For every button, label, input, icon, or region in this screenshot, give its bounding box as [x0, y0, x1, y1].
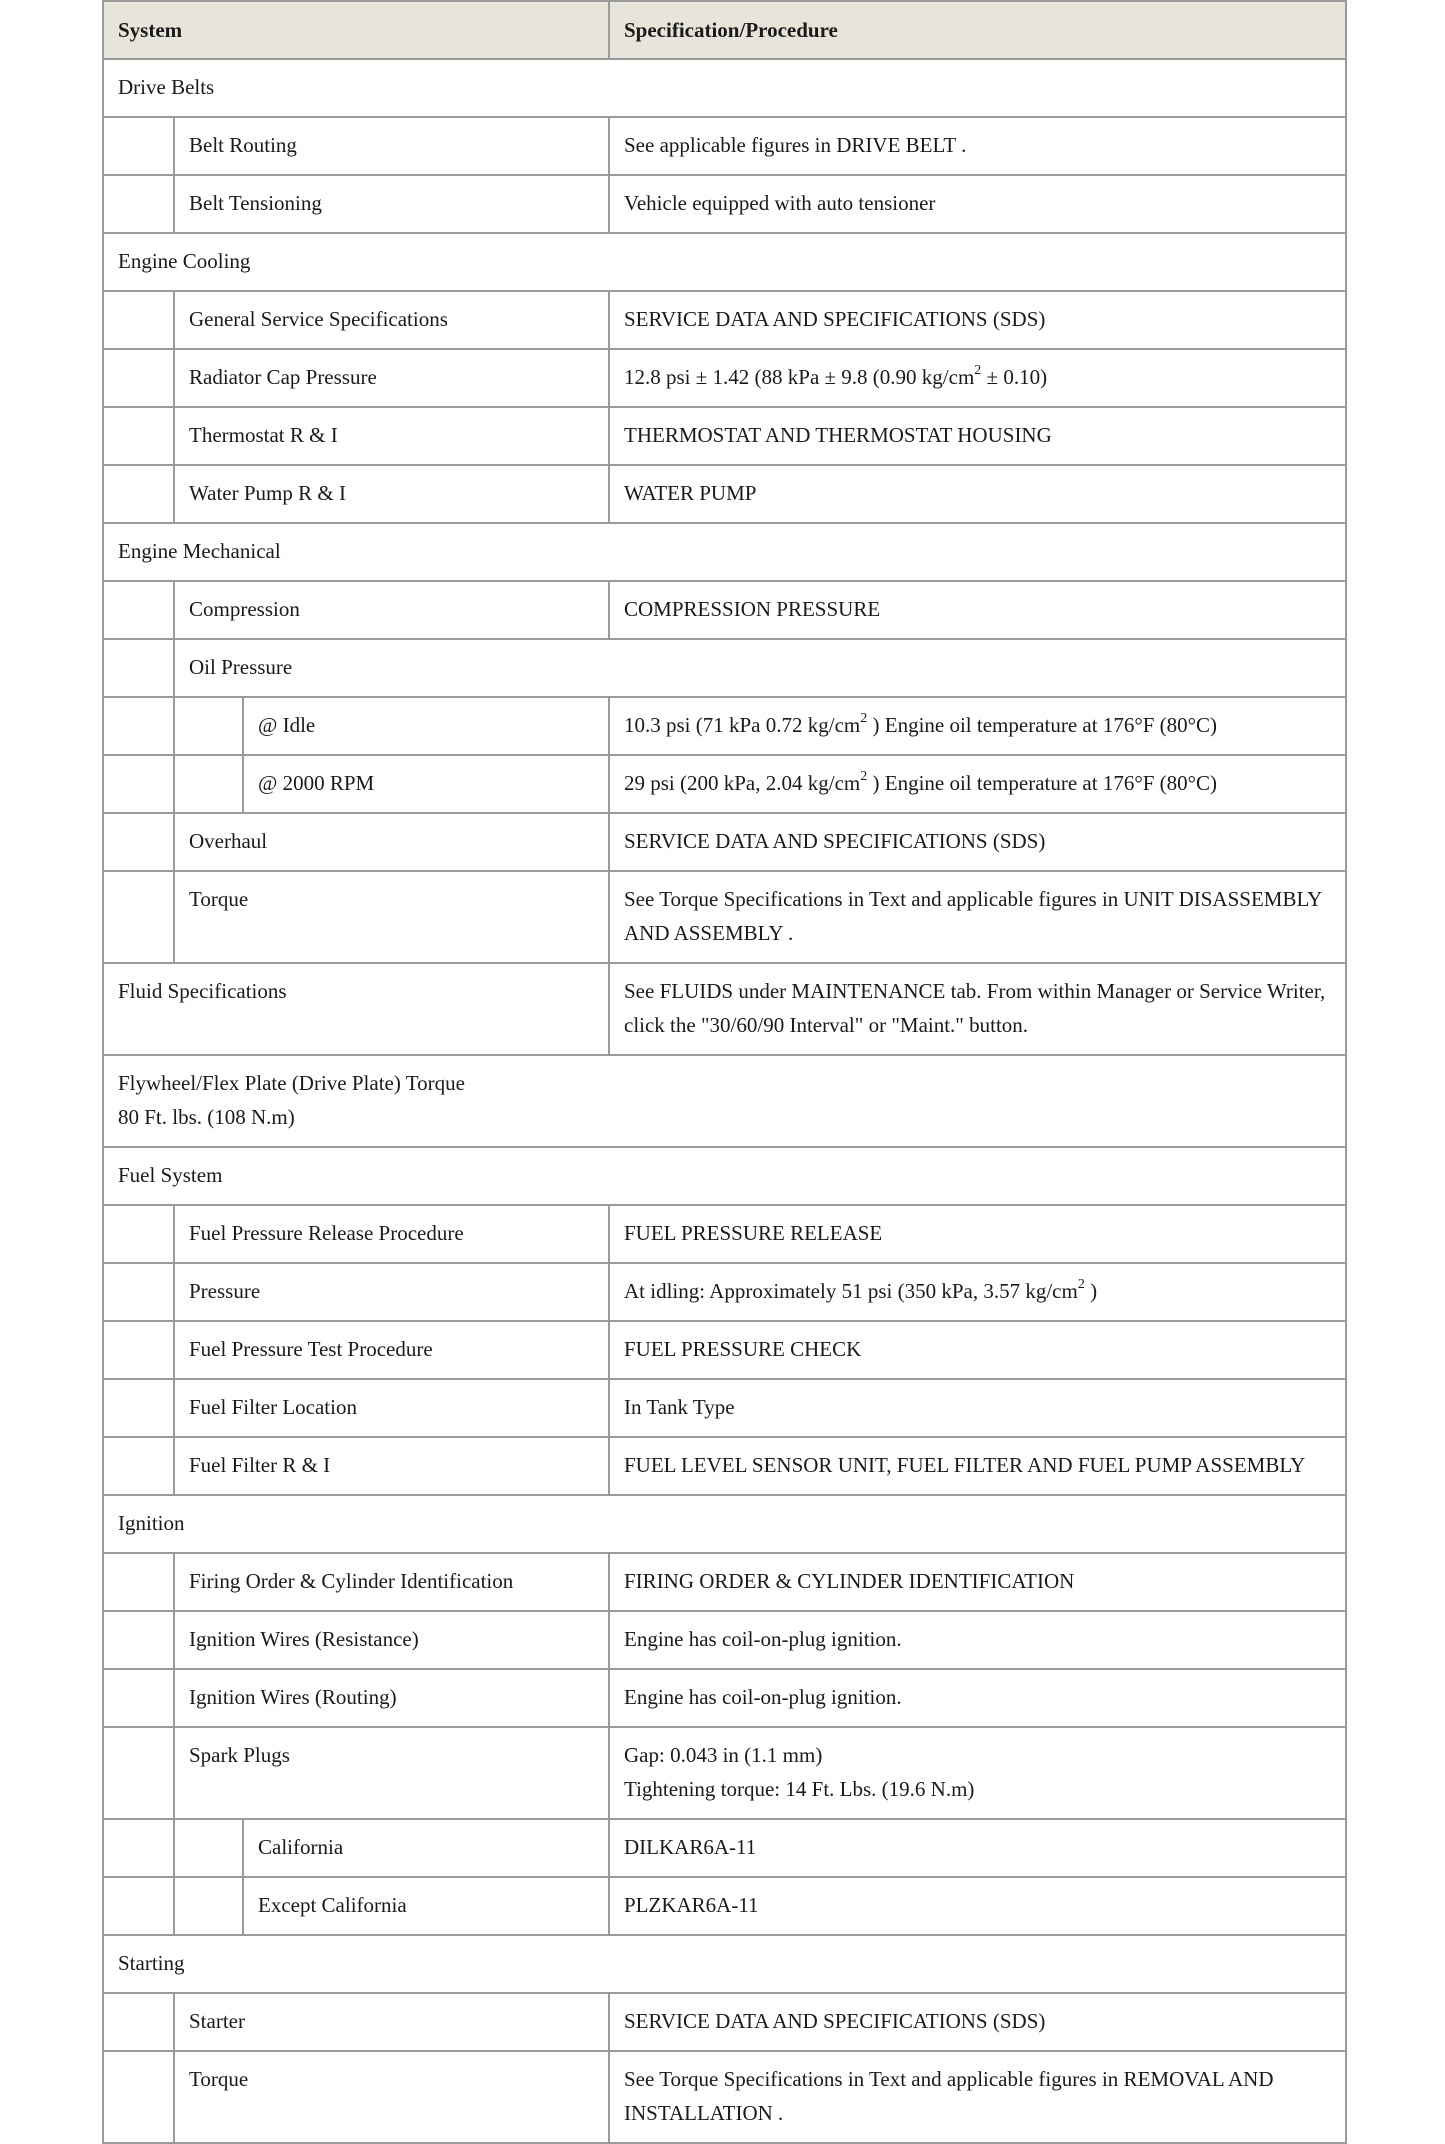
table-row	[103, 813, 1346, 871]
system-cell	[243, 755, 609, 813]
table-row	[103, 871, 1346, 963]
system-cell	[174, 407, 609, 465]
spec-cell	[609, 117, 1346, 175]
table-row	[103, 1819, 1346, 1877]
spec-cell	[609, 1877, 1346, 1935]
spec-cell	[609, 465, 1346, 523]
spec-value-tail: )	[1084, 1279, 1098, 1303]
system-label: Fuel Filter R & I	[189, 1453, 331, 1477]
spec-cell	[609, 1205, 1346, 1263]
spec-value: FIRING ORDER & CYLINDER IDENTIFICATION	[624, 1569, 1075, 1593]
table-row	[103, 755, 1346, 813]
table-row	[103, 1379, 1346, 1437]
system-label: California	[258, 1835, 344, 1859]
system-cell	[174, 1437, 609, 1495]
system-label: Torque	[189, 2067, 249, 2091]
system-cell	[174, 1263, 609, 1321]
table-row	[103, 1263, 1346, 1321]
spec-column-header: Specification/Procedure	[609, 1, 1346, 59]
table-row	[103, 1321, 1346, 1379]
system-label: General Service Specifications	[189, 307, 448, 331]
indent-cell	[103, 1437, 174, 1495]
system-label: Except California	[258, 1893, 407, 1917]
system-cell	[174, 1379, 609, 1437]
indent-cell	[103, 1379, 174, 1437]
system-cell	[103, 233, 1346, 291]
table-row	[103, 1437, 1346, 1495]
system-label: Thermostat R & I	[189, 423, 338, 447]
spec-cell	[609, 1993, 1346, 2051]
system-cell	[103, 1935, 1346, 1993]
indent-cell	[103, 1205, 174, 1263]
table-row	[103, 2051, 1346, 2143]
spec-cell	[609, 291, 1346, 349]
spec-value-tail: ) Engine oil temperature at 176°F (80°C)	[867, 771, 1218, 795]
system-cell	[174, 1993, 609, 2051]
spec-value: See FLUIDS under MAINTENANCE tab. From within Manager or Service Writer, click the "30/60/90 Interval" or "Maint." button.	[624, 979, 1326, 1037]
indent-cell	[103, 1877, 174, 1935]
spec-value: Engine has coil-on-plug ignition.	[624, 1627, 902, 1651]
system-label: Flywheel/Flex Plate (Drive Plate) Torque	[118, 1071, 465, 1095]
system-label: Drive Belts	[118, 75, 215, 99]
spec-value: SERVICE DATA AND SPECIFICATIONS (SDS)	[624, 829, 1046, 853]
system-cell	[103, 1055, 1346, 1147]
table-row	[103, 291, 1346, 349]
spec-table	[102, 0, 1347, 2144]
spec-value: THERMOSTAT AND THERMOSTAT HOUSING	[624, 423, 1052, 447]
system-label: Fuel System	[118, 1163, 223, 1187]
indent-cell	[103, 349, 174, 407]
system-label: @ 2000 RPM	[258, 771, 375, 795]
indent-cell	[103, 1321, 174, 1379]
indent-cell	[103, 1263, 174, 1321]
spec-cell	[609, 1669, 1346, 1727]
spec-cell	[609, 1553, 1346, 1611]
system-label: Fuel Filter Location	[189, 1395, 357, 1419]
system-label: Overhaul	[189, 829, 268, 853]
spec-value: FUEL PRESSURE RELEASE	[624, 1221, 883, 1245]
system-label: Torque	[189, 887, 249, 911]
system-cell	[174, 1321, 609, 1379]
spec-value: Vehicle equipped with auto tensioner	[624, 191, 936, 215]
system-label: Firing Order & Cylinder Identification	[189, 1569, 514, 1593]
spec-value: DILKAR6A-11	[624, 1835, 757, 1859]
system-cell	[174, 1205, 609, 1263]
system-label: @ Idle	[258, 713, 316, 737]
system-label: Engine Cooling	[118, 249, 251, 273]
table-row	[103, 1669, 1346, 1727]
spec-cell	[609, 1727, 1346, 1819]
table-row	[103, 697, 1346, 755]
system-label: Pressure	[189, 1279, 261, 1303]
system-label: Belt Tensioning	[189, 191, 322, 215]
indent-cell	[103, 581, 174, 639]
system-label: Water Pump R & I	[189, 481, 346, 505]
system-label: Engine Mechanical	[118, 539, 281, 563]
spec-value-tail: ± 0.10)	[981, 365, 1048, 389]
indent-cell	[103, 755, 174, 813]
spec-cell	[609, 2051, 1346, 2143]
table-row	[103, 1147, 1346, 1205]
spec-value: 10.3 psi (71 kPa 0.72 kg/cm	[624, 713, 861, 737]
table-row	[103, 1877, 1346, 1935]
system-label: Starting	[118, 1951, 185, 1975]
system-label: Ignition Wires (Routing)	[189, 1685, 397, 1709]
system-cell	[103, 59, 1346, 117]
table-row	[103, 523, 1346, 581]
indent-cell	[174, 697, 243, 755]
table-row	[103, 117, 1346, 175]
superscript: 2	[860, 769, 868, 784]
system-cell	[174, 1727, 609, 1819]
system-cell	[243, 1819, 609, 1877]
system-cell	[103, 1495, 1346, 1553]
system-cell	[174, 1553, 609, 1611]
system-label: Compression	[189, 597, 300, 621]
system-cell	[174, 291, 609, 349]
spec-value-line2: Tightening torque: 14 Ft. Lbs. (19.6 N.m)	[624, 1777, 975, 1801]
indent-cell	[103, 1553, 174, 1611]
indent-cell	[174, 1819, 243, 1877]
system-cell	[174, 871, 609, 963]
table-row	[103, 1553, 1346, 1611]
system-cell	[243, 1877, 609, 1935]
superscript: 2	[974, 363, 982, 378]
indent-cell	[103, 1611, 174, 1669]
system-cell	[103, 963, 609, 1055]
system-cell	[174, 175, 609, 233]
table-body	[103, 59, 1346, 2143]
system-label: Ignition	[118, 1511, 185, 1535]
system-cell	[243, 697, 609, 755]
table-row	[103, 1727, 1346, 1819]
system-column-header: System	[103, 1, 609, 59]
spec-value: Gap: 0.043 in (1.1 mm)	[624, 1743, 823, 1767]
spec-cell	[609, 581, 1346, 639]
table-row	[103, 1055, 1346, 1147]
indent-cell	[103, 117, 174, 175]
spec-cell	[609, 871, 1346, 963]
spec-cell	[609, 1819, 1346, 1877]
system-cell	[174, 465, 609, 523]
spec-value: See Torque Specifications in Text and applicable figures in REMOVAL AND INSTALLATION .	[624, 2067, 1274, 2125]
table-row	[103, 1993, 1346, 2051]
table-row	[103, 175, 1346, 233]
system-label: Spark Plugs	[189, 1743, 290, 1767]
system-cell	[174, 639, 1346, 697]
spec-cell	[609, 175, 1346, 233]
indent-cell	[103, 1819, 174, 1877]
indent-cell	[103, 465, 174, 523]
indent-cell	[174, 1877, 243, 1935]
spec-value: 29 psi (200 kPa, 2.04 kg/cm	[624, 771, 861, 795]
spec-value: At idling: Approximately 51 psi (350 kPa, 3.57 kg/cm	[624, 1279, 1078, 1303]
table-row	[103, 639, 1346, 697]
table-row	[103, 1935, 1346, 1993]
superscript: 2	[1077, 1277, 1085, 1292]
indent-cell	[103, 291, 174, 349]
system-cell	[174, 117, 609, 175]
indent-cell	[103, 1669, 174, 1727]
table-row	[103, 349, 1346, 407]
table-header-row	[103, 1, 1346, 59]
table-row	[103, 963, 1346, 1055]
spec-value: In Tank Type	[624, 1395, 735, 1419]
spec-value: SERVICE DATA AND SPECIFICATIONS (SDS)	[624, 2009, 1046, 2033]
system-label: Fuel Pressure Release Procedure	[189, 1221, 464, 1245]
table-row	[103, 233, 1346, 291]
indent-cell	[103, 175, 174, 233]
system-cell	[103, 1147, 1346, 1205]
table-row	[103, 407, 1346, 465]
spec-cell	[609, 813, 1346, 871]
indent-cell	[103, 2051, 174, 2143]
spec-value: FUEL LEVEL SENSOR UNIT, FUEL FILTER AND FUEL PUMP ASSEMBLY	[624, 1453, 1306, 1477]
spec-cell	[609, 1437, 1346, 1495]
system-label: Radiator Cap Pressure	[189, 365, 377, 389]
indent-cell	[103, 871, 174, 963]
system-label: Ignition Wires (Resistance)	[189, 1627, 419, 1651]
system-label: Fuel Pressure Test Procedure	[189, 1337, 433, 1361]
spec-value: FUEL PRESSURE CHECK	[624, 1337, 862, 1361]
table-row	[103, 581, 1346, 639]
system-label: Belt Routing	[189, 133, 297, 157]
spec-value: SERVICE DATA AND SPECIFICATIONS (SDS)	[624, 307, 1046, 331]
spec-cell	[609, 697, 1346, 755]
spec-value: WATER PUMP	[624, 481, 757, 505]
system-label-line2: 80 Ft. lbs. (108 N.m)	[118, 1105, 295, 1129]
table-row	[103, 59, 1346, 117]
indent-cell	[174, 755, 243, 813]
indent-cell	[103, 1993, 174, 2051]
spec-value: Engine has coil-on-plug ignition.	[624, 1685, 902, 1709]
spec-cell	[609, 1263, 1346, 1321]
system-label: Starter	[189, 2009, 245, 2033]
indent-cell	[103, 1727, 174, 1819]
system-cell	[103, 523, 1346, 581]
spec-cell	[609, 755, 1346, 813]
indent-cell	[103, 697, 174, 755]
spec-cell	[609, 1321, 1346, 1379]
table-row	[103, 1205, 1346, 1263]
spec-cell	[609, 407, 1346, 465]
table-row	[103, 1495, 1346, 1553]
indent-cell	[103, 407, 174, 465]
system-cell	[174, 349, 609, 407]
spec-value: 12.8 psi ± 1.42 (88 kPa ± 9.8 (0.90 kg/cm	[624, 365, 975, 389]
system-cell	[174, 2051, 609, 2143]
system-cell	[174, 813, 609, 871]
spec-cell	[609, 349, 1346, 407]
indent-cell	[103, 813, 174, 871]
spec-value: COMPRESSION PRESSURE	[624, 597, 881, 621]
table-row	[103, 465, 1346, 523]
system-cell	[174, 1669, 609, 1727]
spec-value: PLZKAR6A-11	[624, 1893, 759, 1917]
system-label: Oil Pressure	[189, 655, 293, 679]
spec-value: See applicable figures in DRIVE BELT .	[624, 133, 967, 157]
system-label: Fluid Specifications	[118, 979, 287, 1003]
spec-cell	[609, 963, 1346, 1055]
spec-value: See Torque Specifications in Text and applicable figures in UNIT DISASSEMBLY AND ASSEMBLY .	[624, 887, 1322, 945]
indent-cell	[103, 639, 174, 697]
superscript: 2	[860, 711, 868, 726]
spec-cell	[609, 1379, 1346, 1437]
spec-value-tail: ) Engine oil temperature at 176°F (80°C)	[867, 713, 1218, 737]
spec-cell	[609, 1611, 1346, 1669]
table-row	[103, 1611, 1346, 1669]
system-cell	[174, 1611, 609, 1669]
system-cell	[174, 581, 609, 639]
